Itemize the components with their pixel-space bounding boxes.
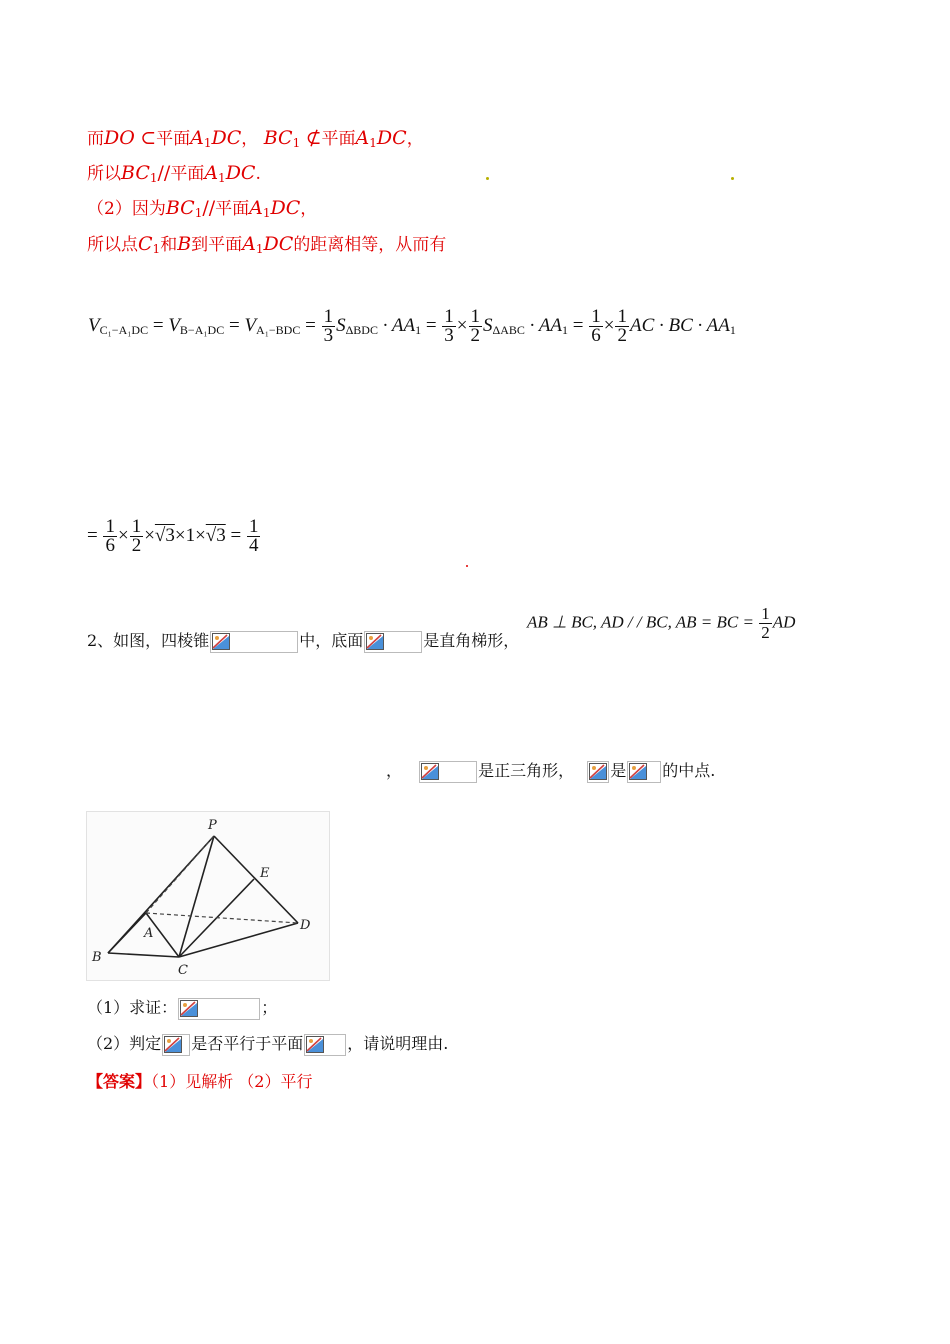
question-1: （1）求证： ； — [87, 995, 277, 1020]
volume-equation: $V_{C_1-A_1DC} = V_{B-A_1DC} = V_{A_1-BDC}$ = $\frac{1}{3}$ $S_{\Delta BDC} \cdot AA_1$ = $\frac{1}{3}$ × $\frac{1}{2}$ $S_{\Delta ABC} \cdot AA_1$ = $\frac{1}{6}$ × $\frac{1}{2}$ AC · BC · $AA_1$ — [88, 306, 736, 346]
image-placeholder-icon — [364, 631, 422, 653]
label-P: P — [208, 818, 217, 833]
problem-2-line-2: ， 是正三角形， 是 的中点. — [386, 758, 715, 783]
image-placeholder-icon — [210, 631, 298, 653]
solution-line-3: （2）因为$BC_1//$平面$A_1DC$， — [87, 197, 318, 220]
question-2: （2）判定 是否平行于平面 ，请说明理由. — [87, 1031, 448, 1056]
pyramid-figure — [86, 811, 330, 981]
label-C: C — [178, 963, 188, 978]
fraction: $\frac{1}{2}$ — [617, 306, 627, 346]
solution-line-2: 所以$BC_1//$平面$A_1DC$. — [87, 162, 261, 185]
problem-2-line-1: 2、如图，四棱锥 中，底面 是直角梯形， — [87, 628, 519, 653]
image-placeholder-icon — [178, 998, 260, 1020]
label-B: B — [92, 950, 102, 965]
problem-2-conditions: AB ⊥ BC, AD / / BC, AB = BC = $\frac{1}{2}$ AD — [527, 604, 796, 642]
label-D: D — [300, 918, 311, 933]
decorative-dot — [486, 177, 489, 180]
image-placeholder-icon — [587, 761, 609, 783]
image-placeholder-icon — [419, 761, 477, 783]
answer-line — [87, 1069, 312, 1092]
fraction: $\frac{1}{3}$ — [444, 306, 454, 346]
label-E: E — [260, 866, 270, 881]
label-A: A — [144, 926, 154, 941]
solution-line-1: 而DO ⊂平面$A_1DC$， $BC_1$ ⊄平面$A_1DC$， — [87, 127, 424, 150]
solution-line-4: 所以点$C_1$和B到平面$A_1DC$的距离相等，从而有 — [87, 233, 447, 256]
fraction: $\frac{1}{2}$ — [470, 306, 481, 346]
decorative-dot — [466, 565, 468, 567]
fraction: $\frac{1}{3}$ — [323, 306, 334, 346]
answer-tag: 【答案】 — [87, 1072, 152, 1091]
volume-result-equation: = $\frac{1}{6}$ × $\frac{1}{2}$ ×√3×1×√3 = $\frac{1}{4}$ — [87, 516, 259, 556]
image-placeholder-icon — [304, 1034, 346, 1056]
fraction: $\frac{1}{6}$ — [591, 306, 601, 346]
answer-text: （1）见解析 （2）平行 — [151, 1072, 313, 1091]
image-placeholder-icon — [627, 761, 661, 783]
decorative-dot — [731, 177, 734, 180]
image-placeholder-icon — [162, 1034, 190, 1056]
